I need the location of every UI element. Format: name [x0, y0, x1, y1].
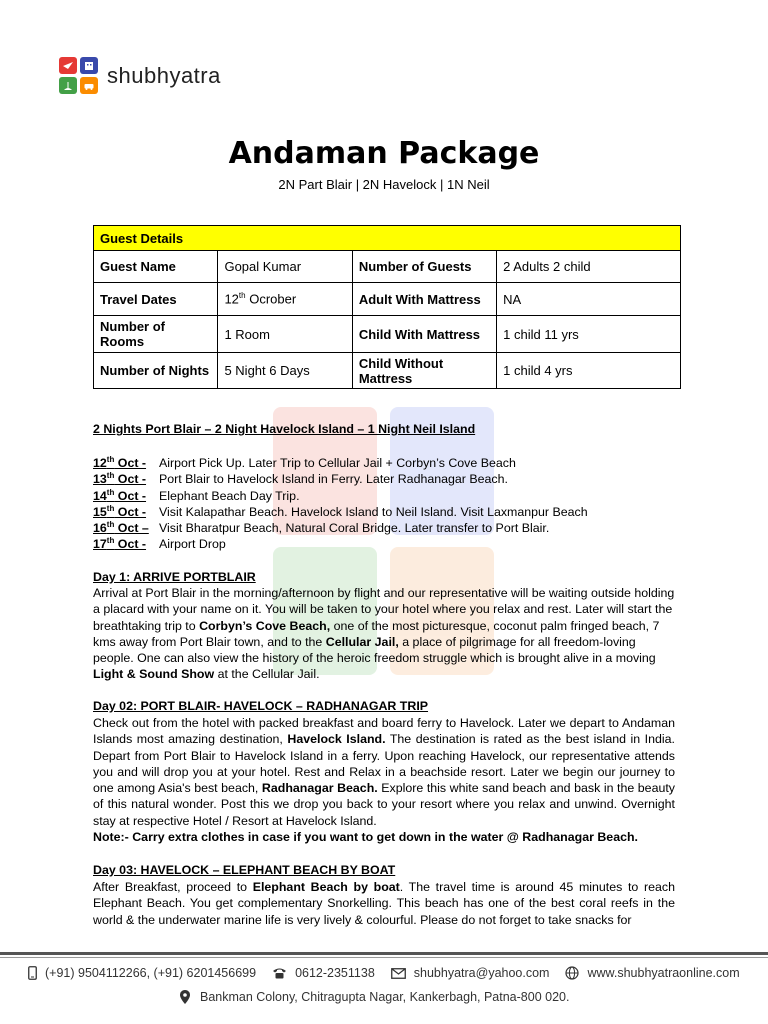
row-label: Guest Name — [94, 251, 218, 283]
item-date — [93, 504, 159, 520]
date-rest: Oct - — [114, 472, 147, 487]
date-sup: th — [106, 454, 115, 464]
item-text: Visit Bharatpur Beach, Natural Coral Bridge. Later transfer to Port Blair. — [159, 521, 550, 535]
address-text: Bankman Colony, Chitragupta Nagar, Kankerbagh, Patna-800 020. — [200, 990, 570, 1004]
email-icon — [391, 968, 406, 979]
date-sup: th — [106, 503, 115, 513]
footer-website[interactable] — [565, 966, 739, 980]
website-url[interactable]: www.shubhyatraonline.com — [587, 966, 740, 980]
text-run-bold: Havelock Island. — [287, 732, 386, 747]
date-rest: Oct - — [114, 456, 147, 470]
item-text: Elephant Beach Day Trip. — [159, 488, 300, 503]
date-rest: Oct – — [114, 521, 149, 535]
day3-title: Day 03: HAVELOCK – ELEPHANT BEACH BY BOAT — [93, 863, 396, 877]
row-label: Child With Mattress — [352, 316, 496, 353]
date-num: 16 — [93, 521, 107, 535]
row-value: 1 child 11 yrs — [497, 316, 681, 353]
date-sup: th — [106, 487, 115, 497]
row-value — [218, 283, 352, 316]
item-text: Visit Kalapathar Beach. Havelock Island to Neil Island. Visit Laxmanpur Beach — [159, 504, 588, 519]
day1-title: Day 1: ARRIVE PORTBLAIR — [93, 570, 256, 584]
text-run: Arrival at Port Blair in the morning/afternoon by flight and our representative will be waiting outside holding a placard with your name on it. You will be taken to your hotel where you relax and rest. Later will start the breathtaking trip to — [93, 586, 675, 633]
day2-description — [93, 715, 675, 845]
row-label: Travel Dates — [94, 283, 218, 316]
logo-mark — [59, 57, 98, 94]
hotel-icon — [80, 57, 98, 74]
day2-note: Note:- Carry extra clothes in case if you want to get down in the water @ Radhanagar Beach. — [93, 829, 638, 844]
text-run-bold: Cellular Jail, — [325, 634, 399, 649]
email-address[interactable]: shubhyatra@yahoo.com — [413, 966, 550, 980]
text-run-bold: Elephant Beach by boat — [252, 880, 400, 894]
text-run: Explore this white sand beach and bask in the beauty of this natural wonder. Post this we drop you back to your resort where you relax and unwind. Overnight stay at respective Hotel / Resort at Havelock Island. — [93, 781, 675, 828]
date-rest: Oct - — [114, 504, 147, 519]
globe-icon — [565, 966, 579, 980]
footer-email[interactable] — [391, 966, 550, 980]
plane-icon — [59, 57, 77, 74]
row-value: 5 Night 6 Days — [218, 353, 352, 389]
date-rest: Oct - — [114, 537, 147, 552]
day1-description — [93, 585, 675, 683]
row-label: Number of Nights — [94, 353, 218, 389]
date-num: 12 — [93, 456, 107, 470]
row-label: Number of Rooms — [94, 316, 218, 353]
text-run-bold: Light & Sound Show — [93, 667, 215, 682]
text-run-bold: Radhanagar Beach. — [261, 781, 378, 795]
date-num: 17 — [93, 537, 107, 552]
item-date — [93, 536, 159, 552]
landline-number: 0612-2351138 — [295, 966, 375, 980]
date-sup: th — [106, 519, 115, 529]
list-item — [93, 455, 588, 471]
travel-date-sup: th — [238, 291, 246, 301]
row-value: Gopal Kumar — [218, 251, 352, 283]
date-num: 14 — [93, 488, 107, 503]
text-run: at the Cellular Jail. — [214, 667, 320, 682]
day3-description — [93, 879, 675, 928]
row-value: 1 Room — [218, 316, 352, 353]
page-title: Andaman Package — [228, 136, 540, 171]
footer-contacts — [28, 966, 756, 980]
beach-icon — [59, 77, 77, 94]
item-date — [93, 455, 159, 471]
list-item — [93, 504, 588, 520]
footer-divider — [0, 952, 768, 955]
date-sup: th — [106, 471, 115, 481]
text-run: After Breakfast, proceed to — [93, 880, 253, 894]
list-item — [93, 488, 588, 504]
table-row — [94, 251, 681, 283]
footer-landline — [272, 966, 375, 980]
footer-divider-thin — [0, 957, 768, 958]
table-header-row — [94, 226, 681, 251]
location-pin-icon — [180, 990, 190, 1004]
table-header: Guest Details — [94, 226, 681, 251]
list-item — [93, 536, 588, 552]
travel-date-num: 12 — [224, 291, 239, 307]
page-subtitle: 2N Part Blair | 2N Havelock | 1N Neil — [278, 177, 490, 192]
text-run: a place of pilgrimage for all freedom-loving people. One can also view the history of the heroic freedom struggle which is brought alive in a moving — [93, 634, 656, 665]
row-label: Child Without Mattress — [352, 353, 496, 389]
item-date — [93, 471, 159, 487]
taxi-icon — [80, 77, 98, 94]
travel-date-month: Ocrober — [245, 291, 297, 307]
brand-name: shubhyatra — [107, 62, 221, 88]
item-text: Airport Pick Up. Later Trip to Cellular Jail + Corbyn’s Cove Beach — [159, 456, 516, 470]
row-value: NA — [497, 283, 681, 316]
row-value: 2 Adults 2 child — [497, 251, 681, 283]
table-row — [94, 283, 681, 316]
phone-numbers: (+91) 9504112266, (+91) 6201456699 — [45, 966, 257, 980]
guest-details-table — [93, 225, 681, 389]
item-text: Port Blair to Havelock Island in Ferry. Later Radhanagar Beach. — [159, 472, 508, 487]
footer-phones — [28, 966, 256, 980]
text-run: The destination is rated as the best island in India. Depart from Port Blair to Havelock Island in a ferry. Upon reaching Havelock, our representative attends you and will drop you at your hotel. Rest and Relax in a beachside resort. Later we begin our journey to one among Asia's best beach, — [93, 732, 675, 795]
list-item — [93, 471, 588, 487]
footer-address — [180, 990, 569, 1004]
text-run: . The travel time is around 45 minutes to reach Elephant Beach. You get complementary Snorkelling. This beach has one of the best coral reefs in the world & the underwater marine life is very lively & colourful. Please do not forget to take snacks for — [93, 880, 675, 927]
itinerary-summary-list — [93, 455, 588, 553]
date-sup: th — [106, 536, 115, 546]
item-date — [93, 520, 159, 536]
brand-logo — [59, 57, 221, 94]
text-run: one of the most picturesque, coconut palm fringed beach, 7 kms away from Port Blair town, and to the — [93, 618, 660, 649]
text-run: Check out from the hotel with packed breakfast and board ferry to Havelock. Later we depart to Andaman Islands most amazing destination, — [93, 716, 675, 747]
item-date — [93, 488, 159, 504]
row-value: 1 child 4 yrs — [497, 353, 681, 389]
text-run-bold: Corbyn’s Cove Beach, — [199, 618, 331, 633]
summary-title: 2 Nights Port Blair – 2 Night Havelock Island – 1 Night Neil Island — [93, 422, 476, 436]
list-item — [93, 520, 588, 536]
date-num: 13 — [93, 472, 107, 487]
table-row — [94, 316, 681, 353]
date-rest: Oct - — [114, 488, 147, 503]
mobile-phone-icon — [28, 966, 37, 980]
item-text: Airport Drop — [159, 537, 226, 552]
row-label: Number of Guests — [352, 251, 496, 283]
row-label: Adult With Mattress — [352, 283, 496, 316]
date-num: 15 — [93, 504, 107, 519]
telephone-icon — [272, 967, 287, 979]
day2-title: Day 02: PORT BLAIR- HAVELOCK – RADHANAGAR TRIP — [93, 699, 429, 713]
table-row — [94, 353, 681, 389]
